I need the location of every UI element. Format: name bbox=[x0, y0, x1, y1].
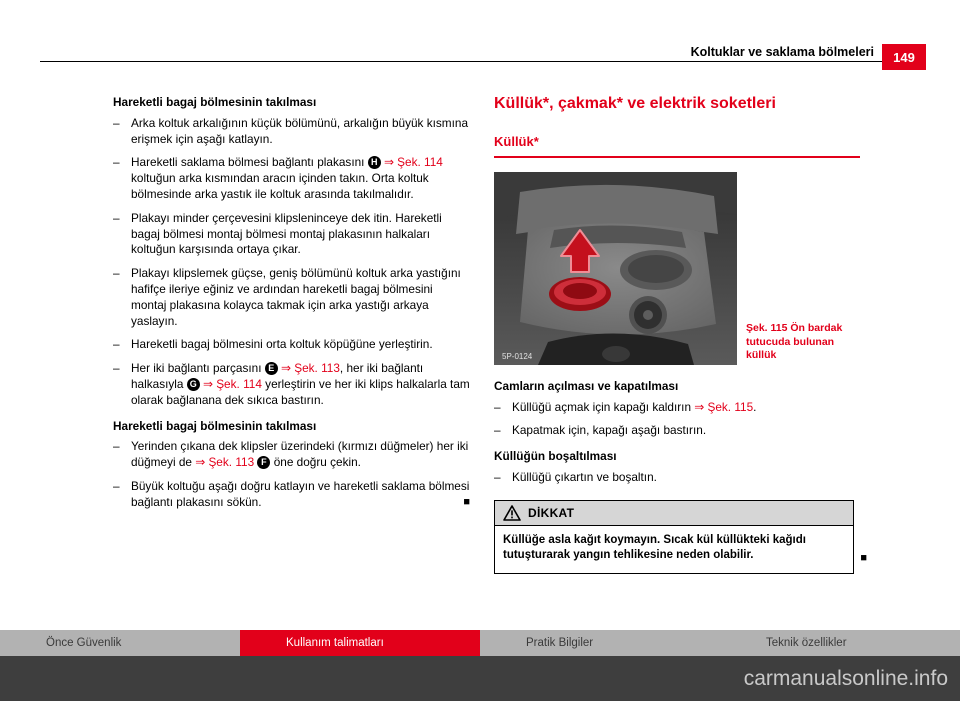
instruction-step bbox=[113, 116, 470, 148]
caution-box bbox=[494, 500, 867, 574]
callout-letter-badge: F bbox=[257, 456, 270, 469]
figure-caption-label: Şek. 115 bbox=[746, 321, 788, 334]
text-run: Yerinden çıkana dek klipsler üzerindeki (kırmızı düğmeler) her iki düğmeyi de bbox=[131, 439, 469, 470]
page-number-badge: 149 bbox=[882, 44, 926, 70]
bullet-dash: – bbox=[494, 423, 501, 438]
bullet-dash: – bbox=[113, 115, 120, 130]
bullet-dash: – bbox=[113, 478, 120, 493]
footer-tab-kullanim-talimatlari[interactable] bbox=[240, 630, 480, 656]
instruction-step bbox=[113, 479, 470, 511]
text-run: Her iki bağlantı parçasını bbox=[131, 361, 265, 376]
text-run: öne doğru çekin. bbox=[270, 455, 361, 470]
text-run: Arka koltuk arkalığının küçük bölümünü, arkalığın büyük kısmına erişmek için aşağı katlayın. bbox=[131, 115, 469, 146]
text-run: Küllüğü açmak için kapağı kaldırın bbox=[512, 399, 695, 414]
text-run: , her iki bağlantı halkasıyla bbox=[131, 361, 424, 391]
callout-letter-badge: E bbox=[265, 362, 278, 375]
procedure-heading: Küllüğün boşaltılması bbox=[494, 449, 617, 464]
procedure-heading: Hareketli bagaj bölmesinin takılması bbox=[113, 95, 317, 109]
instruction-step bbox=[113, 337, 470, 353]
instruction-step bbox=[113, 266, 470, 329]
section-end-marker: ■ bbox=[860, 552, 867, 565]
footer-tab-once-guvenlik[interactable] bbox=[0, 630, 240, 656]
bullet-dash: – bbox=[494, 469, 501, 484]
storage-recess-inner bbox=[628, 255, 684, 283]
procedure-heading: Camların açılması ve kapatılması bbox=[494, 378, 679, 393]
caution-box-header bbox=[495, 501, 853, 526]
footer-tab-pratik-bilgiler[interactable] bbox=[480, 630, 720, 656]
figure-reference-link[interactable]: ⇒ Şek. 114 bbox=[384, 155, 443, 170]
console-photo-illustration bbox=[494, 172, 737, 365]
cupholder-center bbox=[643, 310, 653, 320]
watermark-text: carmanualsonline.info bbox=[743, 667, 948, 690]
header-divider bbox=[40, 61, 922, 62]
ashtray-highlight-inner bbox=[563, 283, 597, 299]
instruction-step bbox=[113, 155, 470, 202]
text-run: Hareketli saklama bölmesi bağlantı plakasını bbox=[131, 155, 368, 170]
page-header-section-title: Koltuklar ve saklama bölmeleri bbox=[690, 45, 874, 59]
text-run: koltuğun arka kısmından aracın içinden takın. Orta koltuk bölmesinde arka yastık ile koltuk arasında takılmalıdır. bbox=[131, 171, 429, 201]
right-column-text bbox=[494, 379, 860, 486]
bullet-dash: – bbox=[113, 337, 120, 352]
figure-reference-link[interactable]: ⇒ Şek. 114 bbox=[203, 376, 262, 391]
bullet-dash: – bbox=[113, 155, 120, 170]
bullet-dash: – bbox=[113, 210, 120, 225]
footer-tab-teknik-ozellikler[interactable] bbox=[720, 630, 960, 656]
right-column bbox=[494, 95, 867, 574]
text-run: Büyük koltuğu aşağı doğru katlayın ve hareketli saklama bölmesi bağlantı plakasını sökün. bbox=[131, 478, 470, 509]
subsection-title: Küllük* bbox=[494, 133, 860, 157]
section-title: Küllük*, çakmak* ve elektrik soketleri bbox=[494, 95, 776, 112]
gear-knob-shape bbox=[602, 346, 630, 362]
bottom-band bbox=[0, 656, 960, 701]
text-run: . bbox=[753, 399, 757, 414]
figure-reference-link[interactable]: ⇒ Şek. 113 bbox=[195, 455, 255, 470]
instruction-step bbox=[494, 400, 860, 416]
instruction-step bbox=[494, 423, 860, 439]
left-column bbox=[113, 95, 470, 519]
callout-letter-badge: H bbox=[368, 156, 381, 169]
text-run: Plakayı klipslemek güçse, geniş bölümünü koltuk arka yastığını hafifçe ileriye eğiniz ve ardından hareketli bagaj bölmesini montaj plakasına kolayca takmak için arka yastığı arkaya yaslayın. bbox=[131, 266, 461, 328]
bullet-dash: – bbox=[494, 399, 501, 414]
text-run: Küllüğü çıkartın ve boşaltın. bbox=[512, 469, 657, 484]
callout-letter-badge: G bbox=[187, 378, 200, 391]
figure-code: 5P-0124 bbox=[502, 351, 533, 361]
text-run: Hareketli bagaj bölmesini orta koltuk köpüğüne yerleştirin. bbox=[131, 337, 433, 352]
figure-reference-link[interactable]: ⇒ Şek. 113 bbox=[281, 361, 340, 376]
footer-tab-label: Pratik Bilgiler bbox=[526, 637, 594, 649]
instruction-step bbox=[113, 439, 470, 471]
section-end-marker: ■ bbox=[463, 495, 470, 508]
figure-reference-link[interactable]: ⇒ Şek. 115 bbox=[694, 399, 754, 414]
bullet-dash: – bbox=[113, 361, 120, 376]
bullet-dash: – bbox=[113, 266, 120, 281]
text-run: Kapatmak için, kapağı aşağı bastırın. bbox=[512, 423, 707, 438]
text-run: yerleştirin ve her iki klips halkalarla tam olarak bağlanana dek sıkıca bastırın. bbox=[131, 376, 470, 407]
caution-title: DİKKAT bbox=[528, 505, 575, 520]
bullet-dash: – bbox=[113, 439, 120, 454]
caution-text: Küllüğe asla kağıt koymayın. Sıcak kül küllükteki kağıdı tutuşturarak yangın tehlikesine neden olabilir. bbox=[503, 533, 806, 562]
warning-triangle-icon bbox=[503, 505, 521, 521]
footer-tab-label: Kullanım talimatları bbox=[286, 637, 384, 649]
instruction-step bbox=[494, 470, 860, 486]
text-run: Plakayı minder çerçevesini klipsleninceye dek itin. Hareketli bagaj bölmesi montaj bölmesi montaj plakasının halkaları koltuğun karşısında ortaya çıkar. bbox=[131, 210, 442, 257]
figure-115 bbox=[494, 172, 860, 365]
figure-caption bbox=[746, 322, 859, 363]
figure-caption-text: Ön bardak tutucuda bulunan küllük bbox=[746, 321, 843, 362]
instruction-step bbox=[113, 211, 470, 258]
footer-tab-label: Teknik özellikler bbox=[766, 637, 847, 649]
procedure-heading: Hareketli bagaj bölmesinin takılması bbox=[113, 418, 317, 433]
instruction-step bbox=[113, 361, 470, 408]
footer-nav-bar bbox=[0, 630, 960, 656]
footer-tab-label: Önce Güvenlik bbox=[46, 637, 122, 649]
